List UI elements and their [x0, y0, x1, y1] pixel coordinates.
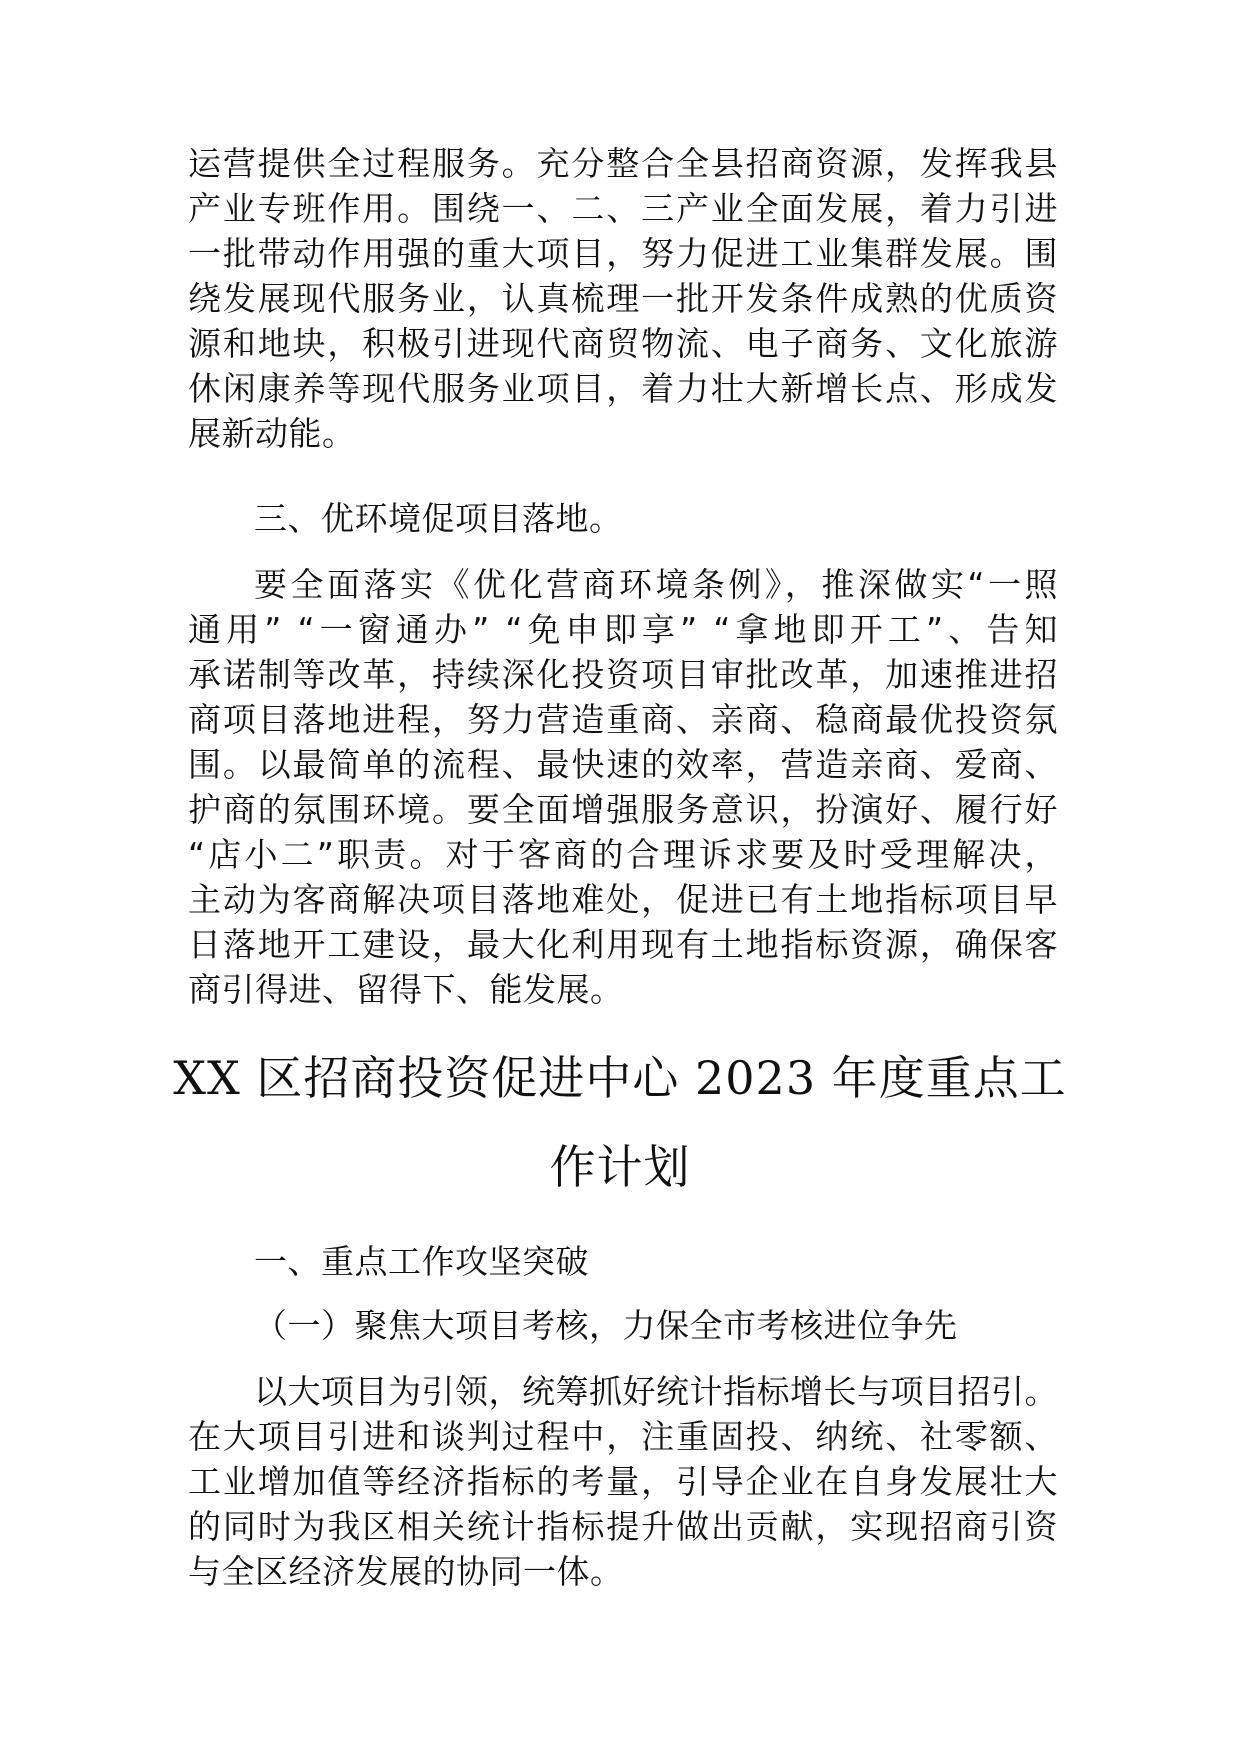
paragraph-line: 主动为客商解决项目落地难处，促进已有土地指标项目早 — [188, 880, 1058, 919]
paragraph-line: 护商的氛围环境。要全面增强服务意识，扮演好、履行好 — [188, 790, 1058, 829]
paragraph-line: 通用” “一窗通办” “免申即享” “拿地即开工”、告知 — [188, 610, 1058, 649]
paragraph-line: 的同时为我区相关统计指标提升做出贡献，实现招商引资 — [188, 1507, 1058, 1546]
paragraph-line: 源和地块，积极引进现代商贸物流、电子商务、文化旅游 — [188, 324, 1058, 363]
paragraph-line: 运营提供全过程服务。充分整合全县招商资源，发挥我县 — [188, 144, 1058, 183]
continuation-paragraph — [188, 141, 1058, 456]
paragraph-line: 承诺制等改革，持续深化投资项目审批改革，加速推进招 — [188, 655, 1058, 694]
paragraph-line: 商项目落地进程，努力营造重商、亲商、稳商最优投资氛 — [188, 700, 1058, 739]
paragraph-line: 工业增加值等经济指标的考量，引导企业在自身发展壮大 — [188, 1462, 1058, 1501]
paragraph-line: 与全区经济发展的协同一体。 — [188, 1552, 624, 1591]
paragraph-line: 休闲康养等现代服务业项目，着力壮大新增长点、形成发 — [188, 369, 1058, 408]
paragraph-line: 日落地开工建设，最大化利用现有土地指标资源，确保客 — [188, 925, 1058, 964]
paragraph-line: 在大项目引进和谈判过程中，注重固投、纳统、社零额、 — [188, 1417, 1058, 1456]
paragraph-line: 绕发展现代服务业，认真梳理一批开发条件成熟的优质资 — [188, 279, 1058, 318]
subheading-1-1: （一）聚焦大项目考核，力保全市考核进位争先 — [254, 1306, 958, 1345]
paragraph-line: 一批带动作用强的重大项目，努力促进工业集群发展。围 — [188, 234, 1058, 273]
paragraph-line: “店小二”职责。对于客商的合理诉求要及时受理解决， — [188, 835, 1058, 874]
paragraph-line: 围。以最简单的流程、最快速的效率，营造亲商、爱商、 — [188, 745, 1058, 784]
paragraph-line: 产业专班作用。围绕一、二、三产业全面发展，着力引进 — [188, 189, 1058, 228]
section-three-paragraph — [188, 562, 1058, 1012]
paragraph-line: 商引得进、留得下、能发展。 — [188, 970, 624, 1009]
paragraph-line: 展新动能。 — [188, 414, 356, 453]
document-title-line-1: XX 区招商投资促进中心 2023 年度重点工 — [173, 1051, 1067, 1105]
paragraph-line: 以大项目为引领，统筹抓好统计指标增长与项目招引。 — [254, 1372, 1058, 1411]
document-title-line-2: 作计划 — [549, 1140, 691, 1194]
paragraph-1-1 — [188, 1369, 1058, 1594]
paragraph-line: 要全面落实《优化营商环境条例》，推深做实“一照 — [254, 565, 1058, 604]
section-three-heading: 三、优环境促项目落地。 — [254, 499, 623, 538]
heading-1: 一、重点工作攻坚突破 — [254, 1242, 589, 1281]
